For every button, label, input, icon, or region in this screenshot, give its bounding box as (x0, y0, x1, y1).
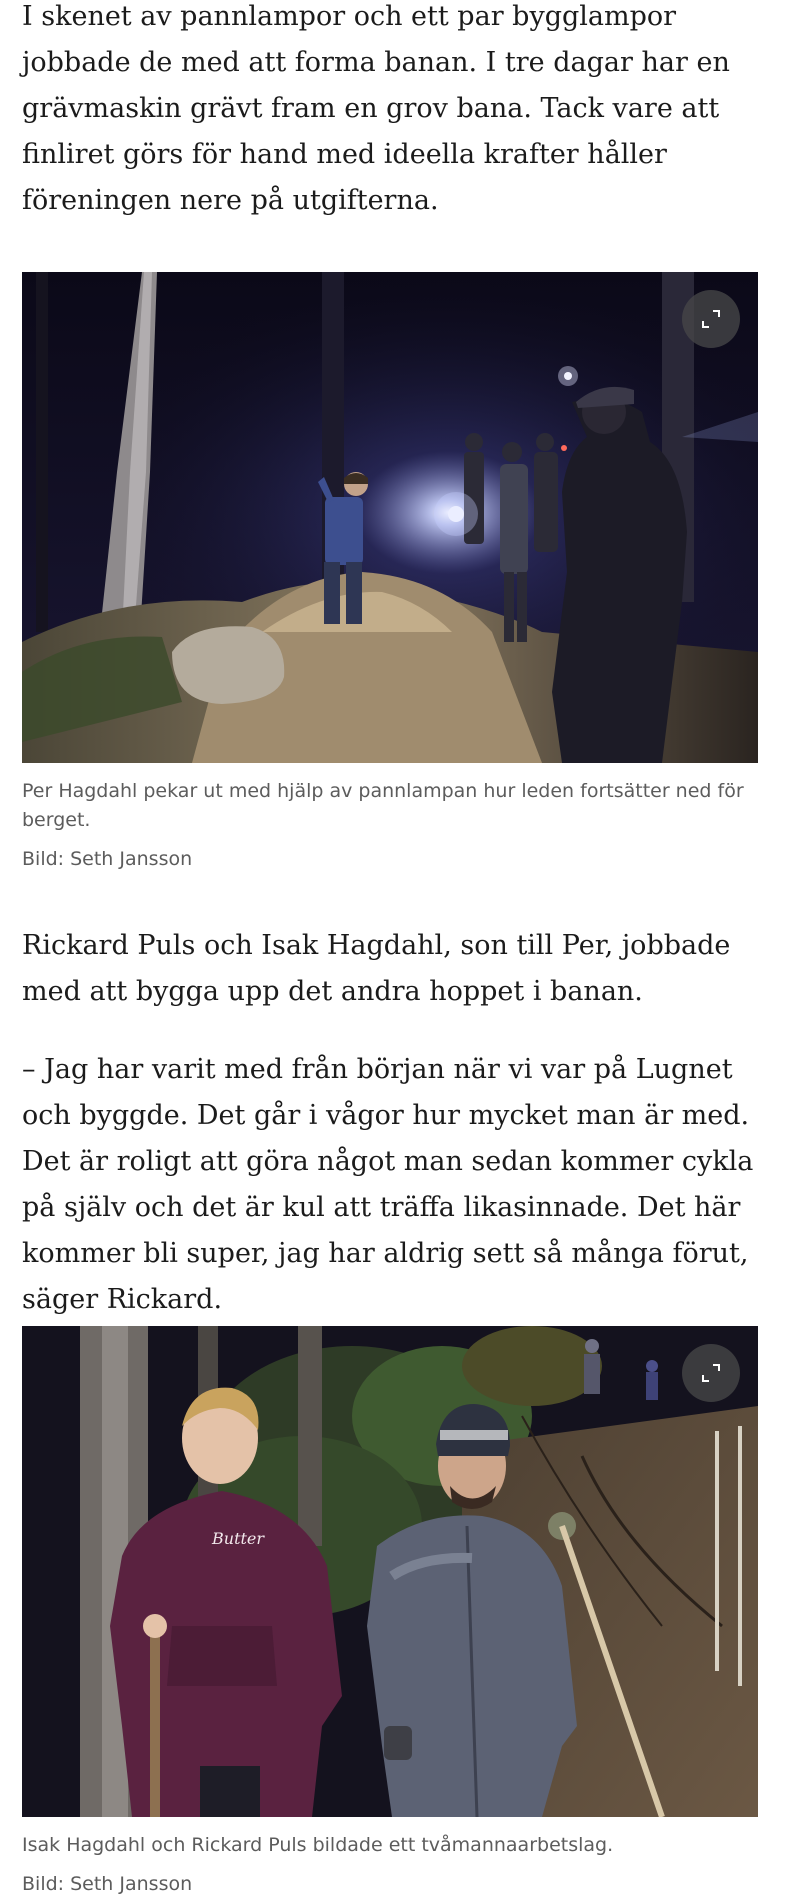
expand-image-button[interactable] (682, 290, 740, 348)
article-paragraph-intro: I skenet av pannlampor och ett par bygglampor jobbade de med att forma banan. I tre dagar har en grävmaskin grävt fram en grov bana. Tack vare att finliret görs för hand med ideella krafter håller föreningen nere på utgifterna. (22, 1, 730, 216)
expand-image-button[interactable] (682, 1344, 740, 1402)
photo-credit: Bild: Seth Jansson (22, 848, 193, 870)
photo-night-trail[interactable] (22, 272, 758, 763)
figure-caption: Per Hagdahl pekar ut med hjälp av pannlampan hur leden fortsätter ned för berget. (22, 780, 744, 831)
expand-icon (700, 1362, 722, 1384)
figure-night-trail (22, 272, 758, 874)
article-paragraph-quote: – Jag har varit med från början när vi var på Lugnet och byggde. Det går i vågor hur mycket man är med. Det är roligt att göra något man sedan kommer cykla på själv och det är kul att träffa likasinnade. Det här kommer bli super, jag har aldrig sett så många förut, säger Rickard. (22, 1054, 754, 1315)
work-team-image (22, 1326, 758, 1817)
photo-work-team[interactable] (22, 1326, 758, 1817)
article-paragraph-second: Rickard Puls och Isak Hagdahl, son till Per, jobbade med att bygga upp det andra hoppet i banan. (22, 930, 731, 1007)
night-trail-image (22, 272, 758, 763)
photo-credit: Bild: Seth Jansson (22, 1873, 193, 1895)
article-body (22, 0, 758, 1895)
expand-icon (700, 308, 722, 330)
figure-work-team (22, 1326, 758, 1899)
figure-caption: Isak Hagdahl och Rickard Puls bildade ett tvåmannaarbetslag. (22, 1834, 614, 1856)
hoodie-logo-text: Butter (212, 1529, 265, 1548)
